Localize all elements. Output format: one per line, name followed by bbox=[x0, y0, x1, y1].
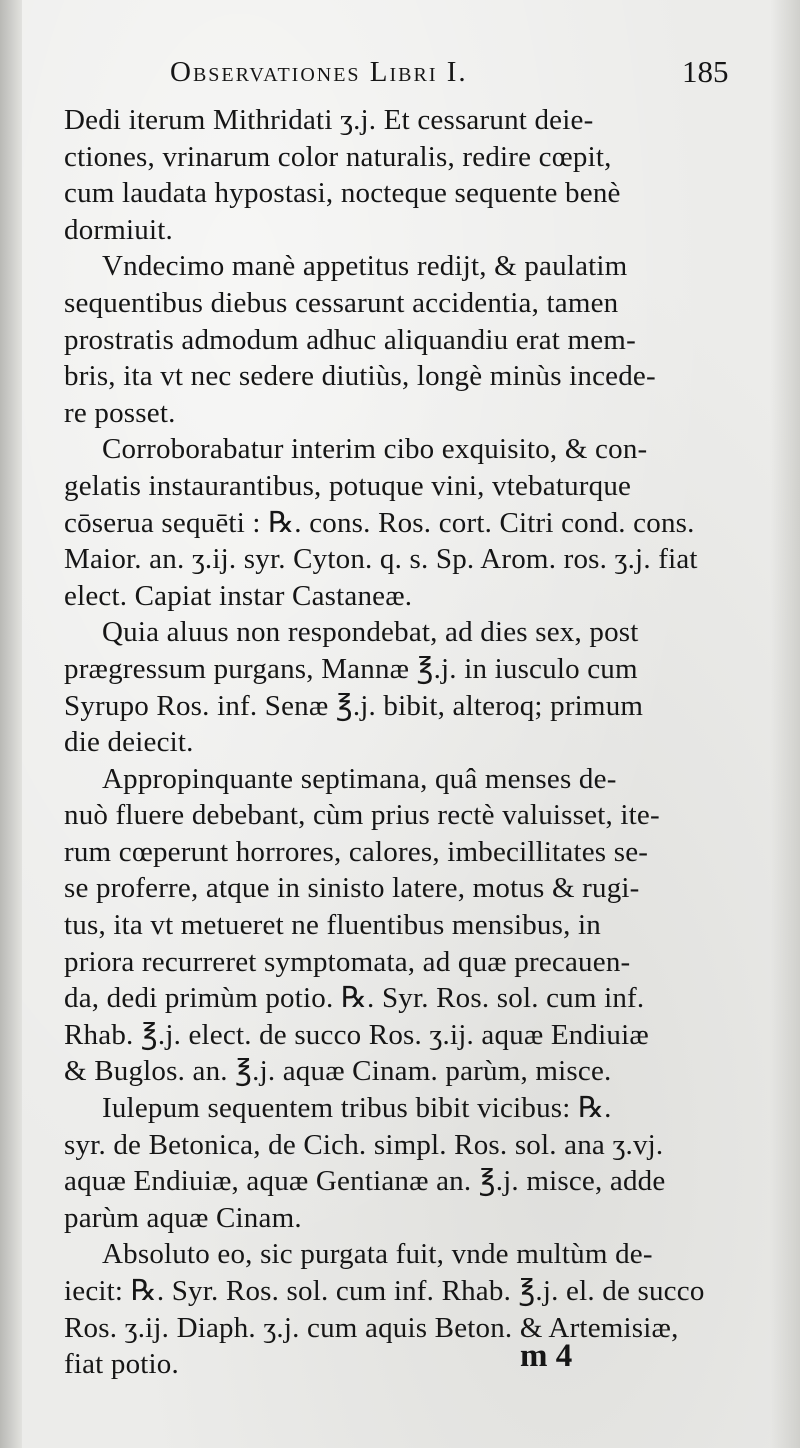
text-line: da, dedi primùm potio. ℞. Syr. Ros. sol. cum inf. bbox=[64, 982, 645, 1015]
text-line: Ros. ʒ.ij. Diaph. ʒ.j. cum aquis Beton. & Artemisiæ, bbox=[64, 1311, 679, 1344]
text-line: rum cœperunt horrores, calores, imbecillitates se- bbox=[64, 835, 649, 868]
text-line: bris, ita vt nec sedere diutiùs, longè minùs incede- bbox=[64, 360, 656, 393]
text-line: Vndecimo manè appetitus redijt, & paulatim bbox=[102, 250, 628, 283]
text-line: gelatis instaurantibus, potuque vini, vtebaturque bbox=[64, 469, 632, 502]
text-line: re posset. bbox=[64, 396, 176, 429]
text-line: Absoluto eo, sic purgata fuit, vnde multùm de- bbox=[102, 1238, 653, 1271]
text-line: parùm aquæ Cinam. bbox=[64, 1201, 302, 1234]
text-line: nuò fluere debebant, cùm prius rectè valuisset, ite- bbox=[64, 799, 660, 832]
text-line: sequentibus diebus cessarunt accidentia, tamen bbox=[64, 286, 619, 319]
text-line: cōserua sequēti : ℞. cons. Ros. cort. Citri cond. cons. bbox=[64, 506, 695, 539]
text-line: ctiones, vrinarum color naturalis, redire cœpit, bbox=[64, 140, 612, 173]
text-line: fiat potio. bbox=[64, 1348, 179, 1381]
text-line: Syrupo Ros. inf. Senæ ℥.j. bibit, alteroq; primum bbox=[64, 689, 644, 722]
text-line: Quia aluus non respondebat, ad dies sex, post bbox=[102, 616, 639, 649]
text-line: & Buglos. an. ℥.j. aquæ Cinam. parùm, misce. bbox=[64, 1055, 612, 1088]
page-number: 185 bbox=[682, 54, 729, 89]
text-line: iecit: ℞. Syr. Ros. sol. cum inf. Rhab. ℥.j. el. de succo bbox=[64, 1275, 705, 1307]
text-line: Iulepum sequentem tribus bibit vicibus: ℞. bbox=[102, 1092, 612, 1125]
body-text bbox=[64, 102, 764, 1383]
text-line: tus, ita vt metueret ne fluentibus mensibus, in bbox=[64, 909, 601, 942]
page-header bbox=[170, 56, 770, 96]
text-line: priora recurreret symptomata, ad quæ precauen- bbox=[64, 945, 631, 978]
text-line: elect. Capiat instar Castaneæ. bbox=[64, 579, 413, 612]
running-head: Observationes Libri I. bbox=[170, 56, 468, 88]
signature-mark: m 4 bbox=[520, 1338, 573, 1374]
text-line: Maior. an. ʒ.ij. syr. Cyton. q. s. Sp. Arom. ros. ʒ.j. fiat bbox=[64, 543, 698, 576]
text-line: die deiecit. bbox=[64, 726, 194, 759]
text-line: Appropinquante septimana, quâ menses de- bbox=[102, 762, 617, 795]
text-line: prostratis admodum adhuc aliquandiu erat mem- bbox=[64, 323, 636, 356]
page-gutter-shadow bbox=[0, 0, 22, 1448]
text-line: prægressum purgans, Mannæ ℥.j. in iusculo cum bbox=[64, 652, 638, 685]
text-line: dormiuit. bbox=[64, 213, 173, 246]
text-line: se proferre, atque in sinisto latere, motus & rugi- bbox=[64, 872, 640, 905]
text-line: Rhab. ℥.j. elect. de succo Ros. ʒ.ij. aquæ Endiuiæ bbox=[64, 1018, 649, 1051]
text-line: cum laudata hypostasi, nocteque sequente benè bbox=[64, 177, 621, 210]
text-line: aquæ Endiuiæ, aquæ Gentianæ an. ℥.j. misce, adde bbox=[64, 1165, 666, 1198]
text-line: Dedi iterum Mithridati ʒ.j. Et cessarunt deie- bbox=[64, 104, 594, 136]
page-edge-shadow bbox=[770, 0, 800, 1448]
text-line: syr. de Betonica, de Cich. simpl. Ros. sol. ana ʒ.vj. bbox=[64, 1128, 664, 1161]
text-line: Corroborabatur interim cibo exquisito, & con- bbox=[102, 433, 648, 466]
